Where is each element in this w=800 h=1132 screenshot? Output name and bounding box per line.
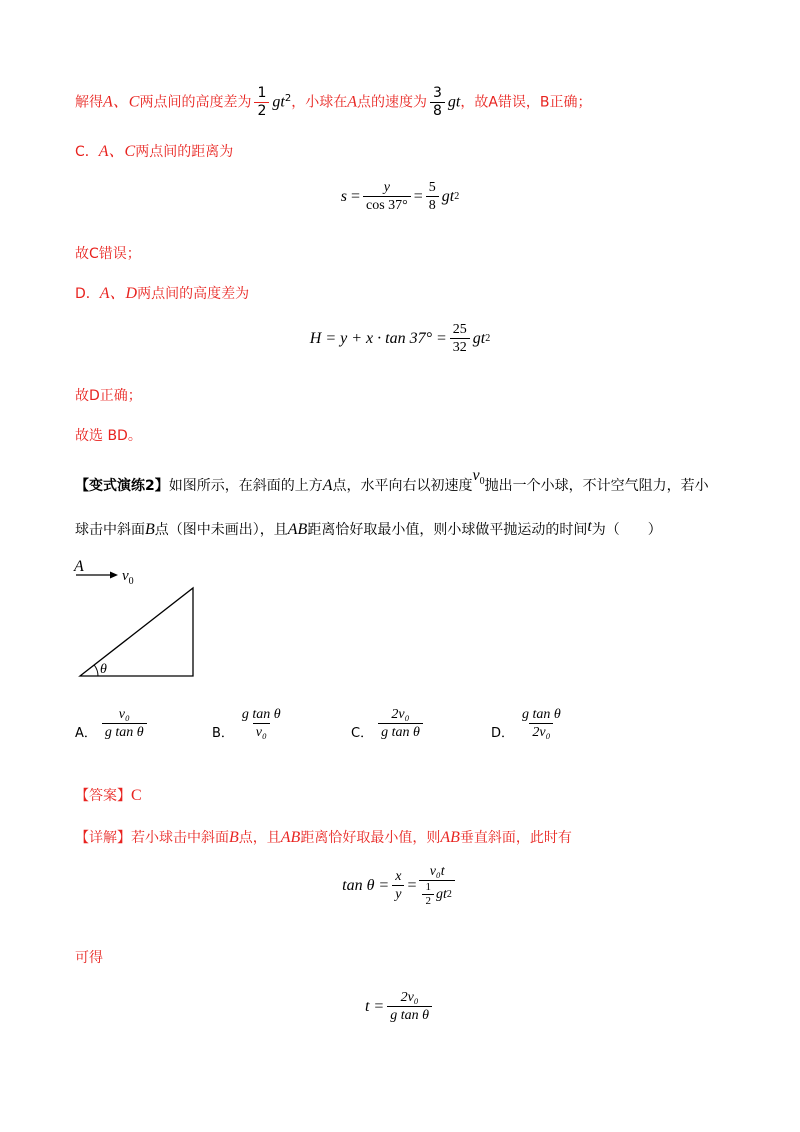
text: 点（图中未画出），且 (154, 522, 288, 538)
incline-triangle (80, 588, 193, 676)
denominator: g tan θ (387, 1006, 432, 1023)
arrow-head-icon (110, 572, 118, 579)
numerator: y (383, 180, 390, 195)
equation-height-ad (0, 322, 800, 355)
exponent: 2 (284, 92, 292, 104)
exponent: 2 (454, 191, 460, 202)
gt: gt (272, 93, 285, 111)
numerator: 2v₀ (391, 707, 410, 722)
denominator: 32 (450, 338, 470, 355)
answer-line (75, 786, 142, 806)
equation-distance-ac: s = $\frac{y}{\cos 37^\circ}$ = $\frac{5}{8}$ gt 2 (340, 180, 460, 213)
lhs: t = (364, 997, 385, 1015)
text: 如图所示，在斜面的上方 (168, 478, 323, 494)
equation-tan-theta: tan θ = $\frac{x}{y}$ = v₀t $\frac{1}{2}$ gt 2 (0, 864, 800, 907)
equation-time (0, 990, 800, 1023)
text: 距离恰好取最小值，则小球做平抛运动的时间 (307, 522, 588, 538)
text: 点，水平向右以初速度 (332, 478, 473, 494)
figure-velocity-label (122, 568, 134, 587)
denominator: 2v₀ (529, 723, 553, 740)
problem-line-1 (75, 467, 709, 502)
option-fraction (102, 707, 147, 740)
fraction-v0t-over-half-gt2 (419, 864, 454, 907)
option-label: D． (491, 726, 515, 741)
option-b[interactable] (212, 706, 287, 741)
exponent: 2 (446, 889, 452, 900)
fraction (450, 322, 470, 355)
fraction-three-eighths (430, 86, 445, 119)
angle-arc (94, 665, 98, 676)
denominator: 8 (430, 102, 445, 119)
denominator: v₀ (253, 723, 270, 740)
option-label: C． (351, 726, 374, 741)
t-symbol: t (587, 518, 592, 535)
denominator: g tan θ (102, 723, 147, 740)
option-fraction (378, 707, 423, 740)
option-a[interactable] (75, 706, 150, 741)
numerator: v₀ (118, 707, 130, 722)
text: 垂直斜面，此时有 (459, 830, 572, 846)
text: 球击中斜面 (75, 522, 145, 538)
v: v (472, 467, 480, 484)
numerator: 1 (257, 85, 267, 101)
label: D． (75, 286, 100, 302)
text: ，小球在 (291, 94, 348, 111)
numerator: 3 (432, 85, 442, 101)
option-label: B． (212, 726, 234, 741)
numerator: g tan θ (522, 707, 561, 722)
option-d[interactable] (491, 706, 567, 741)
points-ac: A、C (98, 143, 136, 160)
option-fraction (239, 707, 284, 740)
exponent: 2 (485, 333, 491, 344)
text: 两点间的距离为 (135, 144, 234, 160)
fraction-half (254, 86, 269, 119)
lhs: H = y + x · tan 37° = (309, 329, 447, 347)
part-d-heading (75, 284, 249, 304)
option-label: A． (75, 726, 97, 741)
part-d-conclusion (75, 386, 142, 406)
denominator: cos 37° (363, 196, 411, 213)
final-choice (75, 426, 142, 446)
denominator: 2 (422, 894, 434, 907)
numerator: 25 (452, 322, 467, 337)
numerator: 1 (425, 881, 431, 893)
text: 故C错误； (75, 246, 141, 262)
point-a: A (347, 93, 357, 111)
option-fraction (519, 707, 564, 740)
answer-value: C (131, 787, 142, 804)
point-a: A (322, 477, 333, 494)
gt: gt (472, 329, 486, 347)
part-c-heading (75, 142, 233, 162)
subscript: 0 (128, 576, 134, 587)
text: 点的速度为 (356, 94, 427, 111)
gt: gt (435, 887, 447, 902)
text: 两点间的高度差为 (139, 94, 252, 111)
points-ad: A、D (99, 285, 138, 302)
point-b: B (229, 829, 239, 846)
text: 距离恰好取最小值，则 (300, 830, 441, 846)
text: ，故A错误，B正确； (460, 94, 592, 111)
label: C． (75, 144, 99, 160)
denominator (419, 880, 454, 907)
numerator: x (395, 869, 402, 884)
text: 故D正确； (75, 388, 142, 404)
denominator: g tan θ (378, 723, 423, 740)
angle-theta: θ (100, 662, 107, 677)
segment-ab: AB (440, 829, 460, 846)
v: v (122, 568, 129, 584)
denominator: y (392, 885, 404, 902)
denominator: 2 (254, 102, 269, 119)
text: 故选 BD。 (75, 428, 142, 444)
text: 解得 (75, 94, 103, 111)
numerator: v₀t (429, 864, 445, 879)
point-b: B (145, 521, 155, 538)
text: 点，且 (238, 830, 281, 846)
subscript: 0 (479, 476, 485, 488)
problem-tag: 【变式演练2】 (75, 478, 169, 494)
fraction (387, 990, 432, 1023)
lhs: s (340, 187, 347, 205)
lhs: tan θ = (342, 876, 390, 894)
numerator: 5 (428, 180, 436, 195)
text: 抛出一个小球，不计空气阻力，若小 (484, 478, 709, 494)
fraction (363, 180, 411, 213)
part-c-conclusion (75, 244, 141, 264)
detail-tag: 【详解】 (75, 830, 131, 846)
text: 可得 (75, 950, 103, 966)
detail-line (75, 828, 572, 848)
incline-figure (70, 555, 210, 685)
denominator: 8 (426, 196, 439, 213)
text: 两点间的高度差为 (137, 286, 250, 302)
result-intro (75, 948, 103, 968)
points-ac: A、C (103, 93, 140, 111)
fraction-half (422, 882, 434, 907)
solution-line-heights (75, 86, 592, 119)
problem-line-2 (75, 520, 662, 540)
v0-symbol (472, 467, 485, 488)
answer-tag: 【答案】 (75, 788, 131, 804)
text: 若小球击中斜面 (131, 830, 229, 846)
figure-point-a: A (74, 558, 84, 575)
segment-ab: AB (280, 829, 301, 846)
segment-ab: AB (287, 521, 308, 538)
text: 为（ ） (591, 522, 662, 538)
numerator: g tan θ (241, 707, 281, 722)
fraction-x-over-y (392, 869, 404, 902)
option-c[interactable] (351, 706, 426, 741)
gt: gt (441, 187, 455, 205)
fraction (426, 180, 439, 213)
numerator: 2v₀ (400, 990, 419, 1005)
gt: gt (447, 93, 461, 111)
